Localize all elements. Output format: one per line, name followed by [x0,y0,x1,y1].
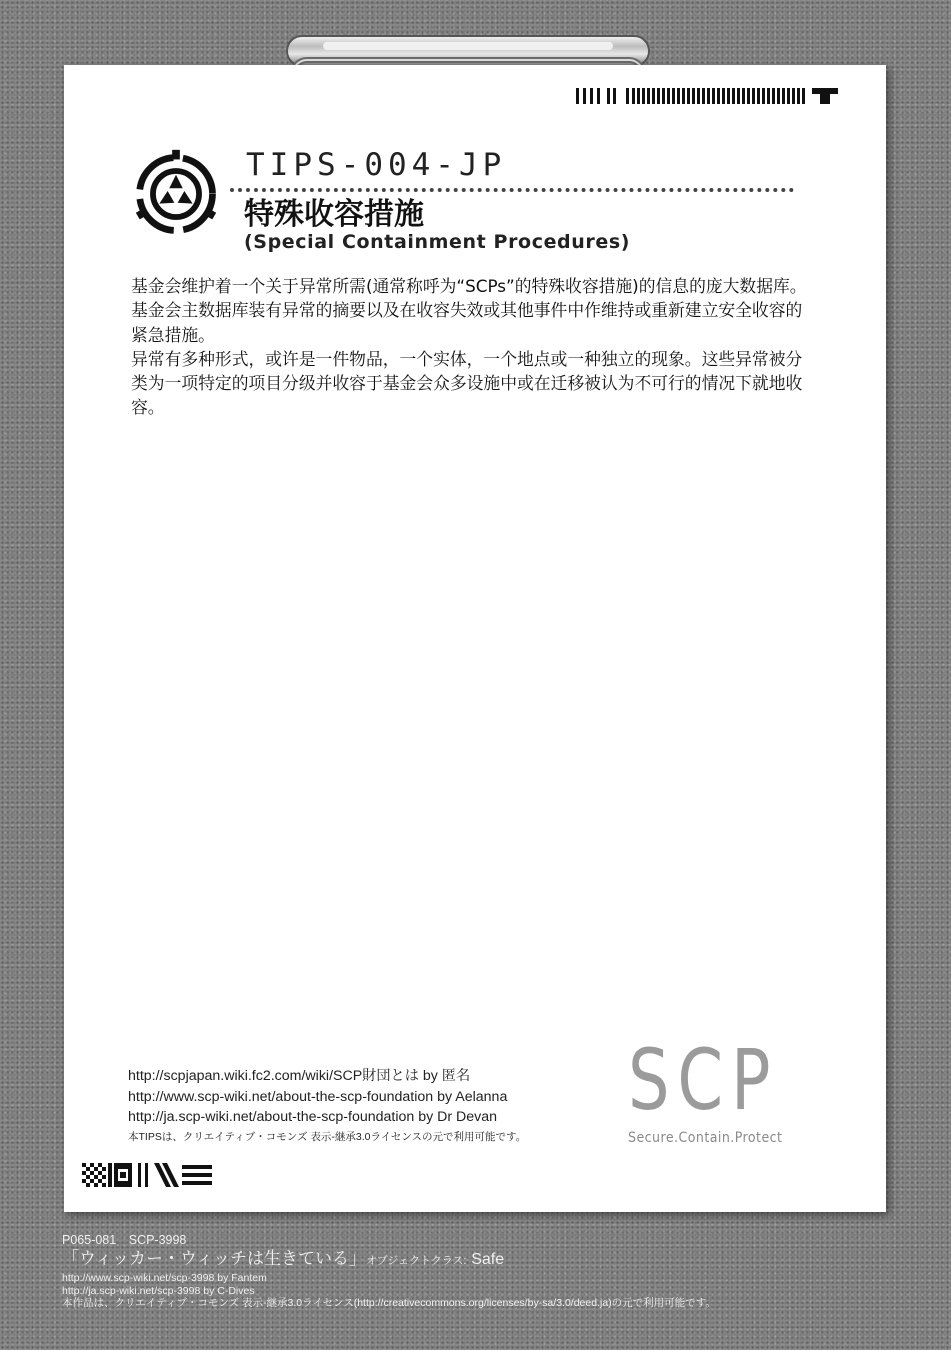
scp-wordmark: SCP [628,1031,779,1129]
document-id: TIPS-004-JP [246,147,507,183]
license-note: 本TIPSは、クリエイティブ・コモンズ 表示-継承3.0ライセンスの元で利用可能です。 [128,1130,527,1143]
paragraph: 异常有多种形式，或许是一件物品，一个实体，一个地点或一种独立的现象。这些异常被分类为一项特定的项目分级并收容于基金会众多设施中或在迁移被认为不可行的情况下就地收容。 [131,348,803,418]
page-subtitle: (Special Containment Procedures) [244,231,631,253]
story-title: 「ウィッカー・ウィッチは生きている」 [62,1249,366,1268]
body-text [131,274,811,420]
divider [230,188,794,192]
credit-line: http://ja.scp-wiki.net/about-the-scp-foundation by Dr Devan [128,1109,498,1125]
scp-logo-icon [128,146,224,242]
source-line: http://www.scp-wiki.net/scp-3998 by Fantem [62,1272,267,1284]
object-class-value: Safe [471,1251,505,1268]
footer-license: 本作品は、クリエイティブ・コモンズ 表示-継承3.0ライセンス(http://creativecommons.org/licenses/by-sa/3.0/deed.ja)の元で利用可能です。 [62,1297,716,1309]
page-footer [62,1233,922,1310]
page-title: 特殊收容措施 [244,197,424,232]
credit-line: http://www.scp-wiki.net/about-the-scp-foundation by Aelanna [128,1088,508,1105]
code-pattern-icon [82,1163,214,1187]
credits [128,1066,608,1146]
source-line: http://ja.scp-wiki.net/scp-3998 by C-Dives [62,1284,255,1297]
credit-line: http://scpjapan.wiki.fc2.com/wiki/SCP財団とは by 匿名 [128,1068,471,1084]
barcode-icon [576,84,838,106]
scp-tagline: Secure.Contain.Protect [628,1130,783,1146]
paragraph: 基金会维护着一个关于异常所需(通常称呼为“SCPs”的特殊收容措施)的信息的庞大数据库。基金会主数据库装有异常的摘要以及在收容失效或其他事件中作维持或重新建立安全收容的紧急措施。 [131,276,807,345]
page-reference: P065-081 SCP-3998 [62,1233,187,1247]
object-class-label: オブジェクトクラス: [365,1255,467,1267]
story-title-line [62,1248,922,1272]
